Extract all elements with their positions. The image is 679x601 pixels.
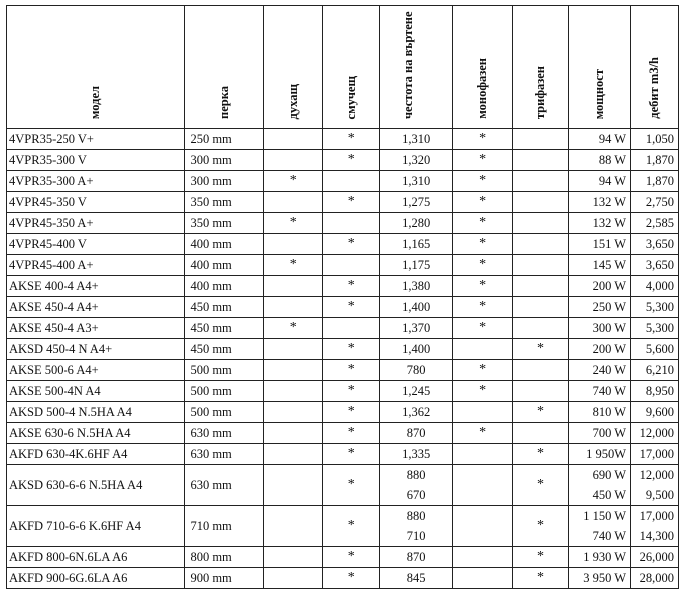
single-phase-cell [453,402,512,423]
table-row [7,297,679,318]
flow-cell: 17,000 [631,506,679,527]
table-row [7,129,679,150]
model-cell: AKSD 630-6-6 N.5HA A4 [7,465,185,506]
three-phase-cell: * [512,339,568,360]
flow-cell: 6,210 [631,360,679,381]
suction-cell: * [323,297,379,318]
rpm-cell: 880 [379,506,452,527]
header-rpm-label: честота на въртене [401,11,416,119]
suction-cell: * [323,547,379,568]
power-cell: 1 150 W [569,506,631,527]
fan-size-cell: 400 mm [185,255,264,276]
exhaust-cell [264,402,323,423]
suction-cell: * [323,234,379,255]
exhaust-cell [264,276,323,297]
power-cell: 740 W [569,526,631,547]
single-phase-cell: * [453,360,512,381]
power-cell: 132 W [569,213,631,234]
flow-cell: 28,000 [631,568,679,589]
suction-cell [323,213,379,234]
suction-cell [323,255,379,276]
table-row [7,568,679,589]
exhaust-cell: * [264,318,323,339]
suction-cell [323,171,379,192]
flow-cell: 9,600 [631,402,679,423]
table-row [7,360,679,381]
power-cell: 145 W [569,255,631,276]
flow-cell: 1,870 [631,150,679,171]
flow-cell: 1,870 [631,171,679,192]
model-cell: AKFD 630-4K.6HF A4 [7,444,185,465]
power-cell: 700 W [569,423,631,444]
rpm-cell: 1,370 [379,318,452,339]
power-cell: 740 W [569,381,631,402]
fan-size-cell: 500 mm [185,381,264,402]
single-phase-cell: * [453,318,512,339]
exhaust-cell [264,360,323,381]
model-cell: 4VPR45-400 A+ [7,255,185,276]
rpm-cell: 1,400 [379,297,452,318]
single-phase-cell: * [453,171,512,192]
exhaust-cell [264,465,323,506]
flow-cell: 3,650 [631,234,679,255]
exhaust-cell [264,297,323,318]
rpm-cell: 880 [379,465,452,486]
single-phase-cell [453,339,512,360]
suction-cell: * [323,360,379,381]
three-phase-cell [512,423,568,444]
header-suction [323,6,379,129]
fan-size-cell: 450 mm [185,297,264,318]
single-phase-cell [453,568,512,589]
model-cell: AKSE 450-4 A3+ [7,318,185,339]
suction-cell: * [323,402,379,423]
table-row [7,255,679,276]
three-phase-cell [512,318,568,339]
fan-size-cell: 450 mm [185,318,264,339]
three-phase-cell [512,360,568,381]
fan-size-cell: 900 mm [185,568,264,589]
fan-spec-table [6,5,679,589]
rpm-cell: 1,400 [379,339,452,360]
header-three-phase [512,6,568,129]
model-cell: AKFD 710-6-6 K.6HF A4 [7,506,185,547]
flow-cell: 2,750 [631,192,679,213]
table-row [7,192,679,213]
fan-size-cell: 350 mm [185,192,264,213]
suction-cell: * [323,276,379,297]
rpm-cell: 1,335 [379,444,452,465]
flow-cell: 4,000 [631,276,679,297]
fan-size-cell: 400 mm [185,234,264,255]
header-exhaust-label: духащ [285,83,300,119]
power-cell: 3 950 W [569,568,631,589]
header-model [7,6,185,129]
table-row [7,171,679,192]
single-phase-cell: * [453,213,512,234]
single-phase-cell: * [453,192,512,213]
flow-cell: 12,000 [631,423,679,444]
single-phase-cell: * [453,276,512,297]
fan-size-cell: 450 mm [185,339,264,360]
power-cell: 1 950W [569,444,631,465]
exhaust-cell: * [264,255,323,276]
rpm-cell: 710 [379,526,452,547]
header-flow-label: дебит m3/h [647,57,662,119]
table-row [7,213,679,234]
suction-cell: * [323,381,379,402]
power-cell: 1 930 W [569,547,631,568]
flow-cell: 5,600 [631,339,679,360]
exhaust-cell [264,381,323,402]
suction-cell: * [323,150,379,171]
model-cell: AKSE 400-4 A4+ [7,276,185,297]
header-three-phase-label: трифазен [533,65,547,119]
single-phase-cell: * [453,150,512,171]
fan-size-cell: 300 mm [185,150,264,171]
single-phase-cell: * [453,423,512,444]
suction-cell: * [323,465,379,506]
header-power-label: мощност [592,68,607,119]
rpm-cell: 1,362 [379,402,452,423]
three-phase-cell [512,255,568,276]
model-cell: 4VPR35-300 A+ [7,171,185,192]
flow-cell: 5,300 [631,297,679,318]
rpm-cell: 670 [379,485,452,506]
rpm-cell: 1,275 [379,192,452,213]
table-row [7,444,679,465]
exhaust-cell [264,339,323,360]
three-phase-cell: * [512,402,568,423]
power-cell: 300 W [569,318,631,339]
three-phase-cell [512,171,568,192]
model-cell: AKSE 630-6 N.5HA A4 [7,423,185,444]
exhaust-cell [264,192,323,213]
header-single-phase-label: монофазен [475,58,490,119]
flow-cell: 9,500 [631,485,679,506]
fan-size-cell: 300 mm [185,171,264,192]
exhaust-cell [264,234,323,255]
header-row [7,6,679,129]
power-cell: 690 W [569,465,631,486]
power-cell: 200 W [569,276,631,297]
rpm-cell: 1,380 [379,276,452,297]
model-cell: 4VPR45-350 V [7,192,185,213]
table-row [7,234,679,255]
model-cell: 4VPR45-350 A+ [7,213,185,234]
power-cell: 200 W [569,339,631,360]
three-phase-cell: * [512,568,568,589]
three-phase-cell [512,192,568,213]
power-cell: 450 W [569,485,631,506]
header-exhaust [264,6,323,129]
flow-cell: 3,650 [631,255,679,276]
header-flow [631,6,679,129]
suction-cell: * [323,339,379,360]
power-cell: 94 W [569,171,631,192]
fan-size-cell: 400 mm [185,276,264,297]
power-cell: 132 W [569,192,631,213]
exhaust-cell [264,568,323,589]
header-rpm [379,6,452,129]
fan-size-cell: 250 mm [185,129,264,150]
three-phase-cell [512,213,568,234]
suction-cell: * [323,568,379,589]
model-cell: AKFD 900-6G.6LA A6 [7,568,185,589]
model-cell: 4VPR35-250 V+ [7,129,185,150]
suction-cell: * [323,192,379,213]
table-row [7,506,679,527]
three-phase-cell: * [512,465,568,506]
single-phase-cell [453,506,512,547]
three-phase-cell [512,276,568,297]
three-phase-cell [512,129,568,150]
header-model-label: модел [88,85,103,119]
fan-size-cell: 350 mm [185,213,264,234]
three-phase-cell: * [512,506,568,547]
fan-size-cell: 500 mm [185,360,264,381]
power-cell: 88 W [569,150,631,171]
three-phase-cell: * [512,547,568,568]
rpm-cell: 1,175 [379,255,452,276]
three-phase-cell [512,381,568,402]
rpm-cell: 780 [379,360,452,381]
fan-size-cell: 710 mm [185,506,264,547]
rpm-cell: 1,280 [379,213,452,234]
rpm-cell: 1,165 [379,234,452,255]
suction-cell: * [323,506,379,547]
rpm-cell: 845 [379,568,452,589]
header-power [569,6,631,129]
suction-cell: * [323,129,379,150]
model-cell: AKSE 500-6 A4+ [7,360,185,381]
rpm-cell: 1,310 [379,171,452,192]
exhaust-cell [264,444,323,465]
flow-cell: 12,000 [631,465,679,486]
rpm-cell: 1,310 [379,129,452,150]
table-row [7,276,679,297]
fan-size-cell: 630 mm [185,444,264,465]
header-single-phase [453,6,512,129]
rpm-cell: 1,245 [379,381,452,402]
table-row [7,381,679,402]
table-row [7,423,679,444]
single-phase-cell [453,547,512,568]
model-cell: AKSD 500-4 N.5HA A4 [7,402,185,423]
flow-cell: 1,050 [631,129,679,150]
single-phase-cell: * [453,255,512,276]
exhaust-cell [264,150,323,171]
three-phase-cell [512,150,568,171]
power-cell: 240 W [569,360,631,381]
flow-cell: 8,950 [631,381,679,402]
model-cell: AKSE 500-4N A4 [7,381,185,402]
rpm-cell: 870 [379,547,452,568]
power-cell: 151 W [569,234,631,255]
suction-cell: * [323,423,379,444]
single-phase-cell: * [453,129,512,150]
power-cell: 810 W [569,402,631,423]
suction-cell: * [323,444,379,465]
exhaust-cell [264,129,323,150]
exhaust-cell: * [264,213,323,234]
flow-cell: 2,585 [631,213,679,234]
fan-size-cell: 500 mm [185,402,264,423]
table-row [7,465,679,486]
model-cell: AKSD 450-4 N A4+ [7,339,185,360]
fan-size-cell: 630 mm [185,465,264,506]
three-phase-cell [512,297,568,318]
model-cell: AKFD 800-6N.6LA A6 [7,547,185,568]
single-phase-cell: * [453,297,512,318]
header-suction-label: смучещ [343,75,358,119]
model-cell: AKSE 450-4 A4+ [7,297,185,318]
exhaust-cell [264,506,323,547]
fan-size-cell: 800 mm [185,547,264,568]
exhaust-cell [264,547,323,568]
header-fan [185,6,264,129]
power-cell: 94 W [569,129,631,150]
rpm-cell: 1,320 [379,150,452,171]
power-cell: 250 W [569,297,631,318]
model-cell: 4VPR35-300 V [7,150,185,171]
exhaust-cell: * [264,171,323,192]
single-phase-cell: * [453,381,512,402]
table-row [7,339,679,360]
three-phase-cell [512,234,568,255]
fan-size-cell: 630 mm [185,423,264,444]
single-phase-cell [453,444,512,465]
table-row [7,402,679,423]
table-row [7,318,679,339]
three-phase-cell: * [512,444,568,465]
flow-cell: 17,000 [631,444,679,465]
table-row [7,547,679,568]
flow-cell: 14,300 [631,526,679,547]
single-phase-cell: * [453,234,512,255]
flow-cell: 26,000 [631,547,679,568]
exhaust-cell [264,423,323,444]
single-phase-cell [453,465,512,506]
flow-cell: 5,300 [631,318,679,339]
model-cell: 4VPR45-400 V [7,234,185,255]
suction-cell [323,318,379,339]
header-fan-label: перка [216,86,231,119]
rpm-cell: 870 [379,423,452,444]
table-row [7,150,679,171]
